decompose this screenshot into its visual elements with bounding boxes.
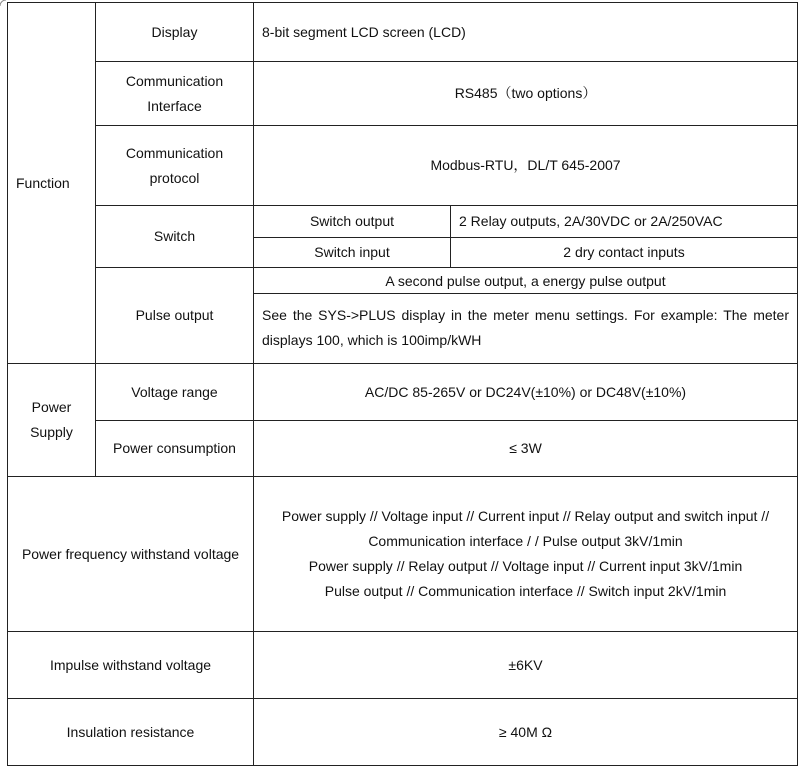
- insulation-value: ≥ 40M Ω: [498, 723, 553, 740]
- table-row-insulation: [8, 699, 798, 766]
- switch-label-cell: [96, 206, 254, 268]
- power-supply-label-line1: Power: [31, 399, 72, 415]
- table-row-pf-withstand: [8, 477, 798, 632]
- spec-table: [7, 2, 798, 766]
- pulse-value-cell: [254, 268, 798, 364]
- table-row-switch-output: [8, 206, 798, 238]
- impulse-label-cell: [8, 632, 254, 699]
- display-label: Display: [151, 23, 198, 40]
- switch-output-label-cell: [254, 206, 451, 238]
- comm-interface-label-line1: Communication: [125, 72, 224, 89]
- insulation-value-cell: [254, 699, 798, 766]
- table-row-voltage-range: [8, 364, 798, 421]
- pf-withstand-line: Power supply // Relay output // Voltage input // Current input 3kV/1min: [308, 558, 743, 574]
- display-value-cell: [254, 3, 798, 62]
- table-row-pulse-output: [8, 268, 798, 364]
- pf-withstand-line: Communication interface / / Pulse output 3kV/1min: [368, 533, 683, 549]
- function-category-cell: [8, 3, 96, 364]
- comm-interface-value-cell: [254, 62, 798, 126]
- insulation-label: Insulation resistance: [66, 723, 195, 740]
- display-value: 8-bit segment LCD screen (LCD): [262, 23, 466, 40]
- power-consumption-value: ≤ 3W: [509, 440, 542, 456]
- comm-protocol-value: Modbus-RTU，DL/T 645-2007: [430, 157, 621, 173]
- pf-withstand-label-cell: [8, 477, 254, 632]
- power-supply-category-cell: [8, 364, 96, 477]
- switch-output-value: 2 Relay outputs, 2A/30VDC or 2A/250VAC: [459, 213, 723, 229]
- function-label: Function: [16, 174, 70, 191]
- voltage-range-label: Voltage range: [131, 383, 218, 400]
- switch-input-value-cell: [451, 238, 798, 268]
- pulse-line2: See the SYS->PLUS display in the meter menu settings. For example: The meter displays 100, which is 100imp/kWH: [262, 307, 790, 348]
- pf-withstand-value-cell: [254, 477, 798, 632]
- table-row-impulse: [8, 632, 798, 699]
- switch-label: Switch: [153, 228, 196, 244]
- voltage-range-label-cell: [96, 364, 254, 421]
- table-row-comm-interface: [8, 62, 798, 126]
- pf-withstand-label: Power frequency withstand voltage: [21, 545, 240, 562]
- voltage-range-value: AC/DC 85-265V or DC24V(±10%) or DC48V(±10%): [364, 383, 687, 400]
- comm-protocol-label-line2: protocol: [149, 169, 200, 186]
- power-consumption-label-cell: [96, 421, 254, 477]
- impulse-value-cell: [254, 632, 798, 699]
- impulse-value: ±6KV: [508, 656, 543, 673]
- table-row-comm-protocol: [8, 126, 798, 206]
- table-row-power-consumption: [8, 421, 798, 477]
- comm-interface-label-line2: Interface: [147, 97, 202, 114]
- impulse-label: Impulse withstand voltage: [49, 656, 212, 673]
- pulse-line1: A second pulse output, a energy pulse output: [254, 270, 797, 294]
- pf-withstand-line: Pulse output // Communication interface // Switch input 2kV/1min: [324, 583, 727, 599]
- comm-interface-value: RS485（two options）: [454, 85, 597, 101]
- comm-interface-label-cell: [96, 62, 254, 126]
- switch-input-value: 2 dry contact inputs: [563, 244, 685, 260]
- insulation-label-cell: [8, 699, 254, 766]
- pf-withstand-line: Power supply // Voltage input // Current input // Relay output and switch input //: [281, 508, 770, 524]
- comm-protocol-label-cell: [96, 126, 254, 206]
- comm-protocol-value-cell: [254, 126, 798, 206]
- display-label-cell: [96, 3, 254, 62]
- switch-output-value-cell: [451, 206, 798, 238]
- corner-mark-icon: [0, 0, 7, 7]
- voltage-range-value-cell: [254, 364, 798, 421]
- pulse-label: Pulse output: [135, 307, 214, 323]
- pulse-label-cell: [96, 268, 254, 364]
- power-consumption-label: Power consumption: [113, 440, 236, 456]
- switch-input-label-cell: [254, 238, 451, 268]
- power-consumption-value-cell: [254, 421, 798, 477]
- switch-output-label: Switch output: [309, 213, 395, 229]
- table-row-display: [8, 3, 798, 62]
- switch-input-label: Switch input: [314, 244, 390, 260]
- comm-protocol-label-line1: Communication: [125, 144, 224, 161]
- power-supply-label-line2: Supply: [30, 424, 73, 440]
